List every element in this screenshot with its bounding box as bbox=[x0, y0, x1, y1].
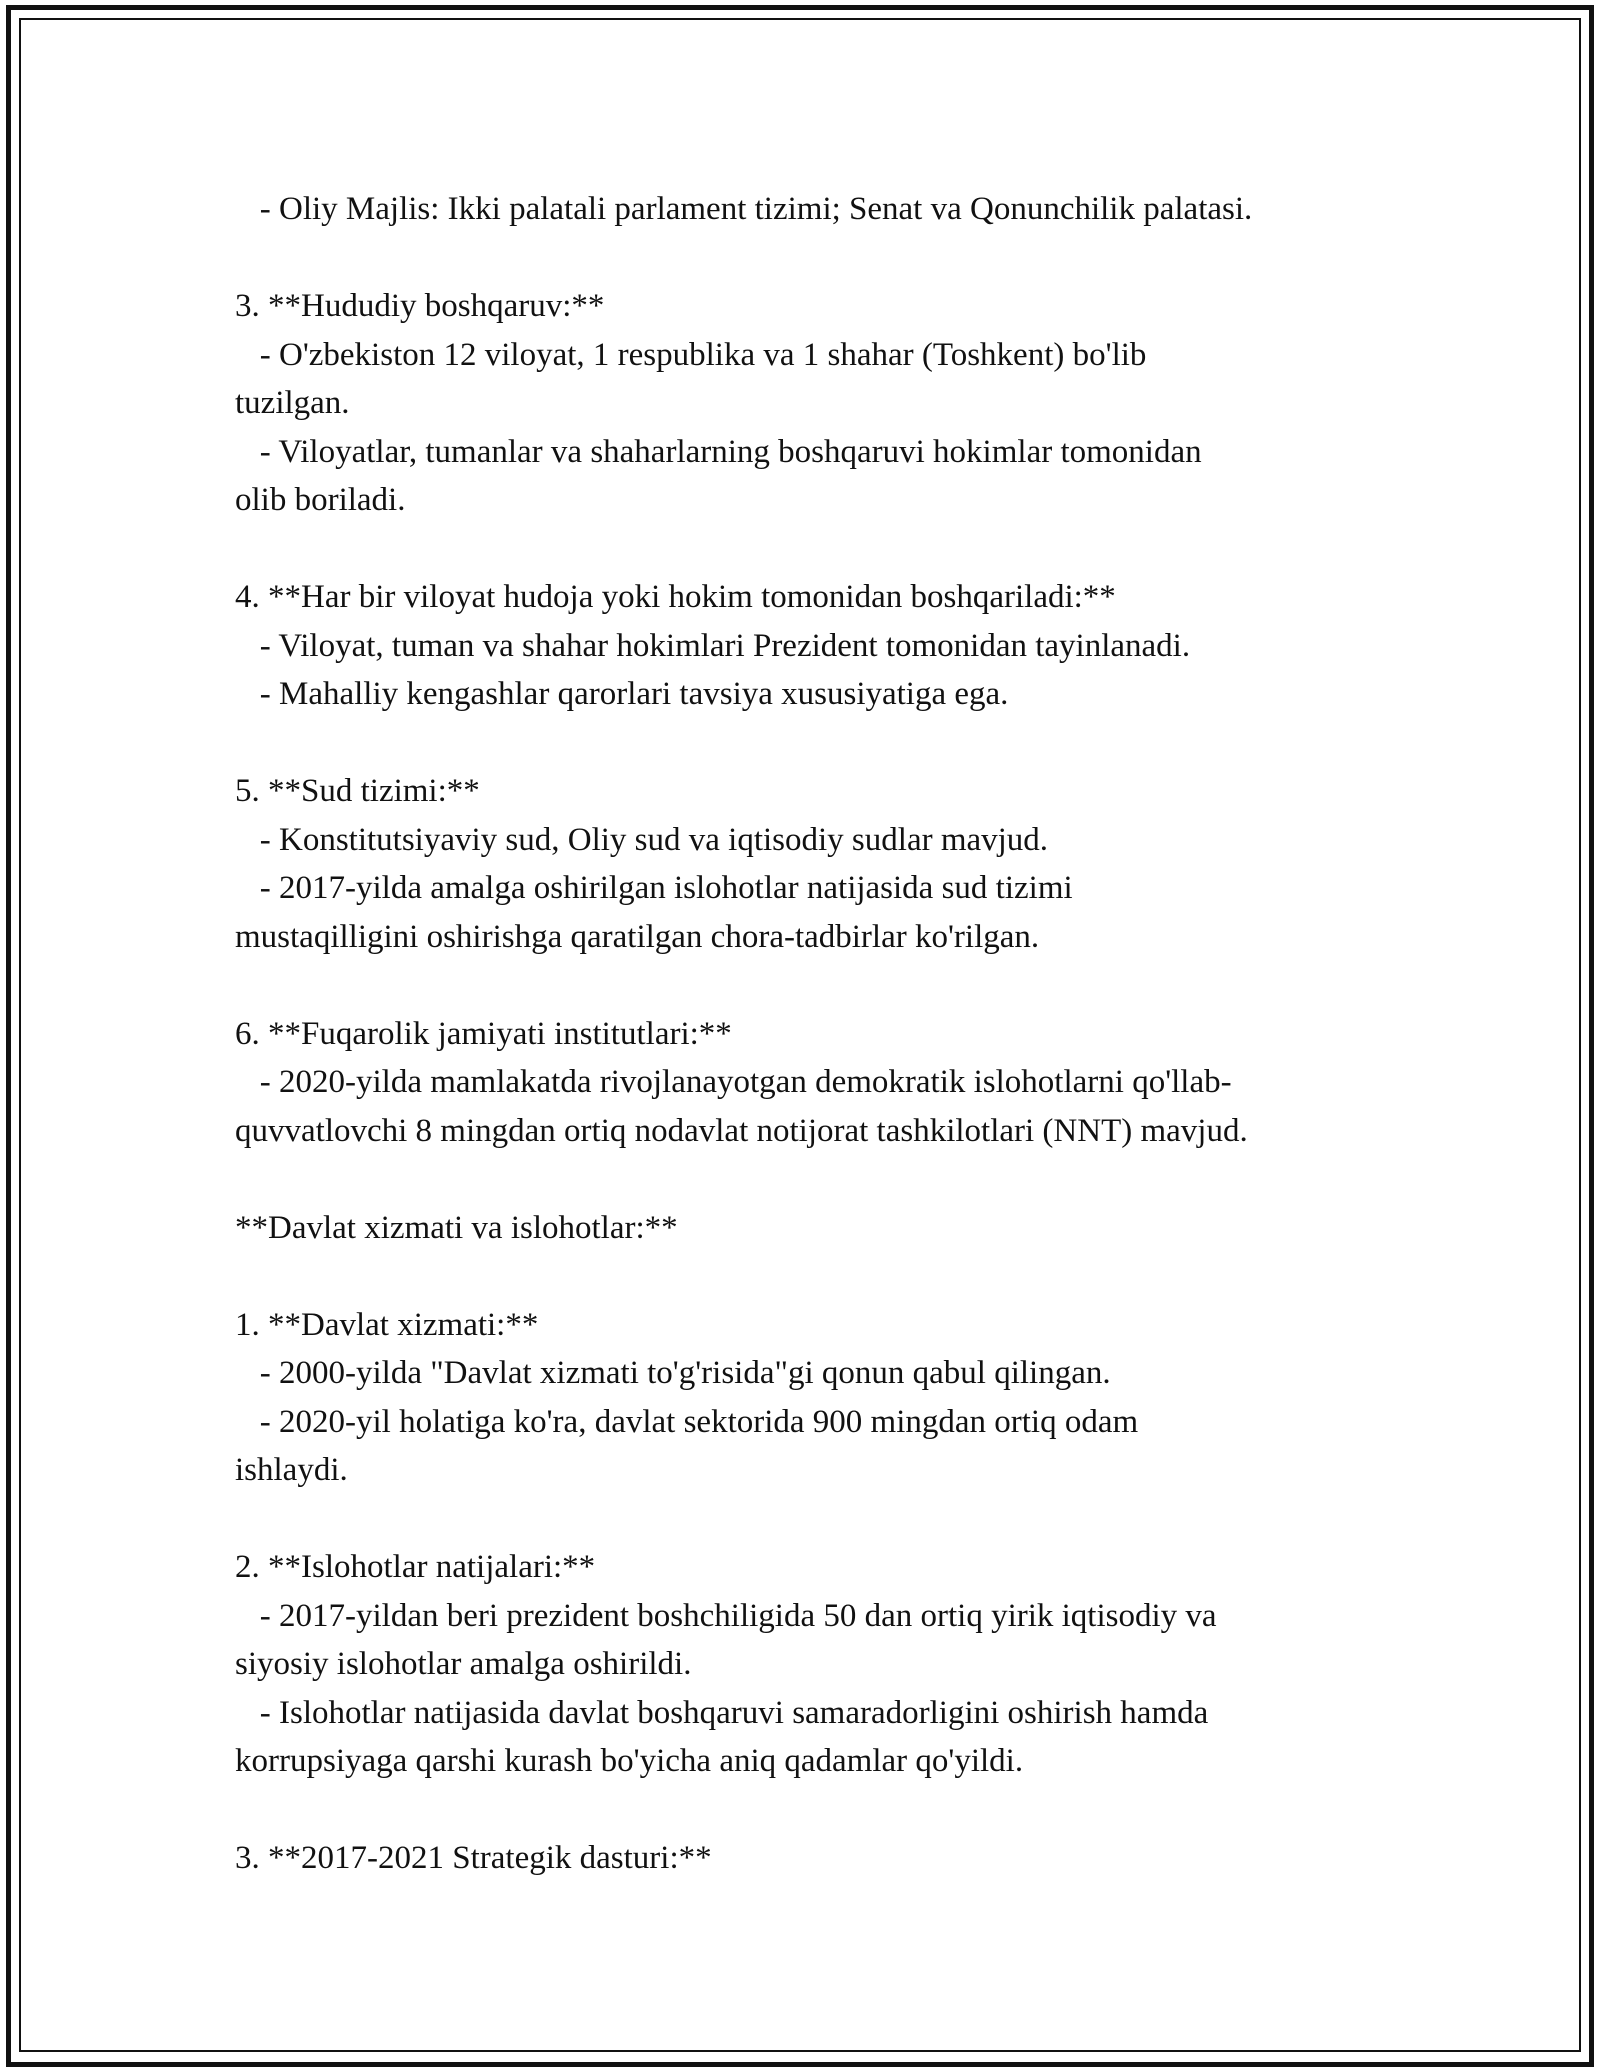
section-territorial-governance: 3. **Hududiy boshqaruv:** - O'zbekiston 12 viloyat, 1 respublika va 1 shahar (Toshkent) bo'lib tuzilgan. - Viloyatlar, tumanlar va shaharlarning boshqaruvi hokimlar tomonidan olib boriladi. bbox=[235, 288, 1202, 518]
heading-civil-service-reforms: **Davlat xizmati va islohotlar:** bbox=[235, 1209, 678, 1246]
parliament-line: - Oliy Majlis: Ikki palatali parlament tizimi; Senat va Qonunchilik palatasi. bbox=[235, 191, 1253, 227]
section-strategic-program: 3. **2017-2021 Strategik dasturi:** bbox=[235, 1840, 712, 1876]
document-body bbox=[235, 185, 1435, 1883]
section-reform-results: 2. **Islohotlar natijalari:** - 2017-yildan beri prezident boshchiligida 50 dan ortiq yirik iqtisodiy va siyosiy islohotlar amalga oshirildi. - Islohotlar natijasida davlat boshqaruvi samaradorligini oshirish hamda korrupsiyaga qarshi kurash bo'yicha aniq qadamlar qo'yildi. bbox=[235, 1549, 1217, 1779]
section-regional-administration: 4. **Har bir viloyat hudoja yoki hokim tomonidan boshqariladi:** - Viloyat, tuman va shahar hokimlari Prezident tomonidan tayinlanadi. - Mahalliy kengashlar qarorlari tavsiya xususiyatiga ega. bbox=[235, 579, 1191, 712]
section-civil-society: 6. **Fuqarolik jamiyati institutlari:** - 2020-yilda mamlakatda rivojlanayotgan demokratik islohotlarni qo'llab- quvvatlovchi 8 mingdan ortiq nodavlat notijorat tashkilotlari (NNT) mavjud. bbox=[235, 1015, 1248, 1149]
section-judicial-system: 5. **Sud tizimi:** - Konstitutsiyaviy sud, Oliy sud va iqtisodiy sudlar mavjud. - 2017-yilda amalga oshirilgan islohotlar natijasida sud tizimi mustaqilligini oshirishga qaratilgan chora-tadbirlar ko'rilgan. bbox=[235, 773, 1073, 955]
section-civil-service: 1. **Davlat xizmati:** - 2000-yilda "Davlat xizmati to'g'risida"gi qonun qabul qilingan. - 2020-yil holatiga ko'ra, davlat sektorida 900 mingdan ortiq odam ishlaydi. bbox=[235, 1306, 1139, 1488]
